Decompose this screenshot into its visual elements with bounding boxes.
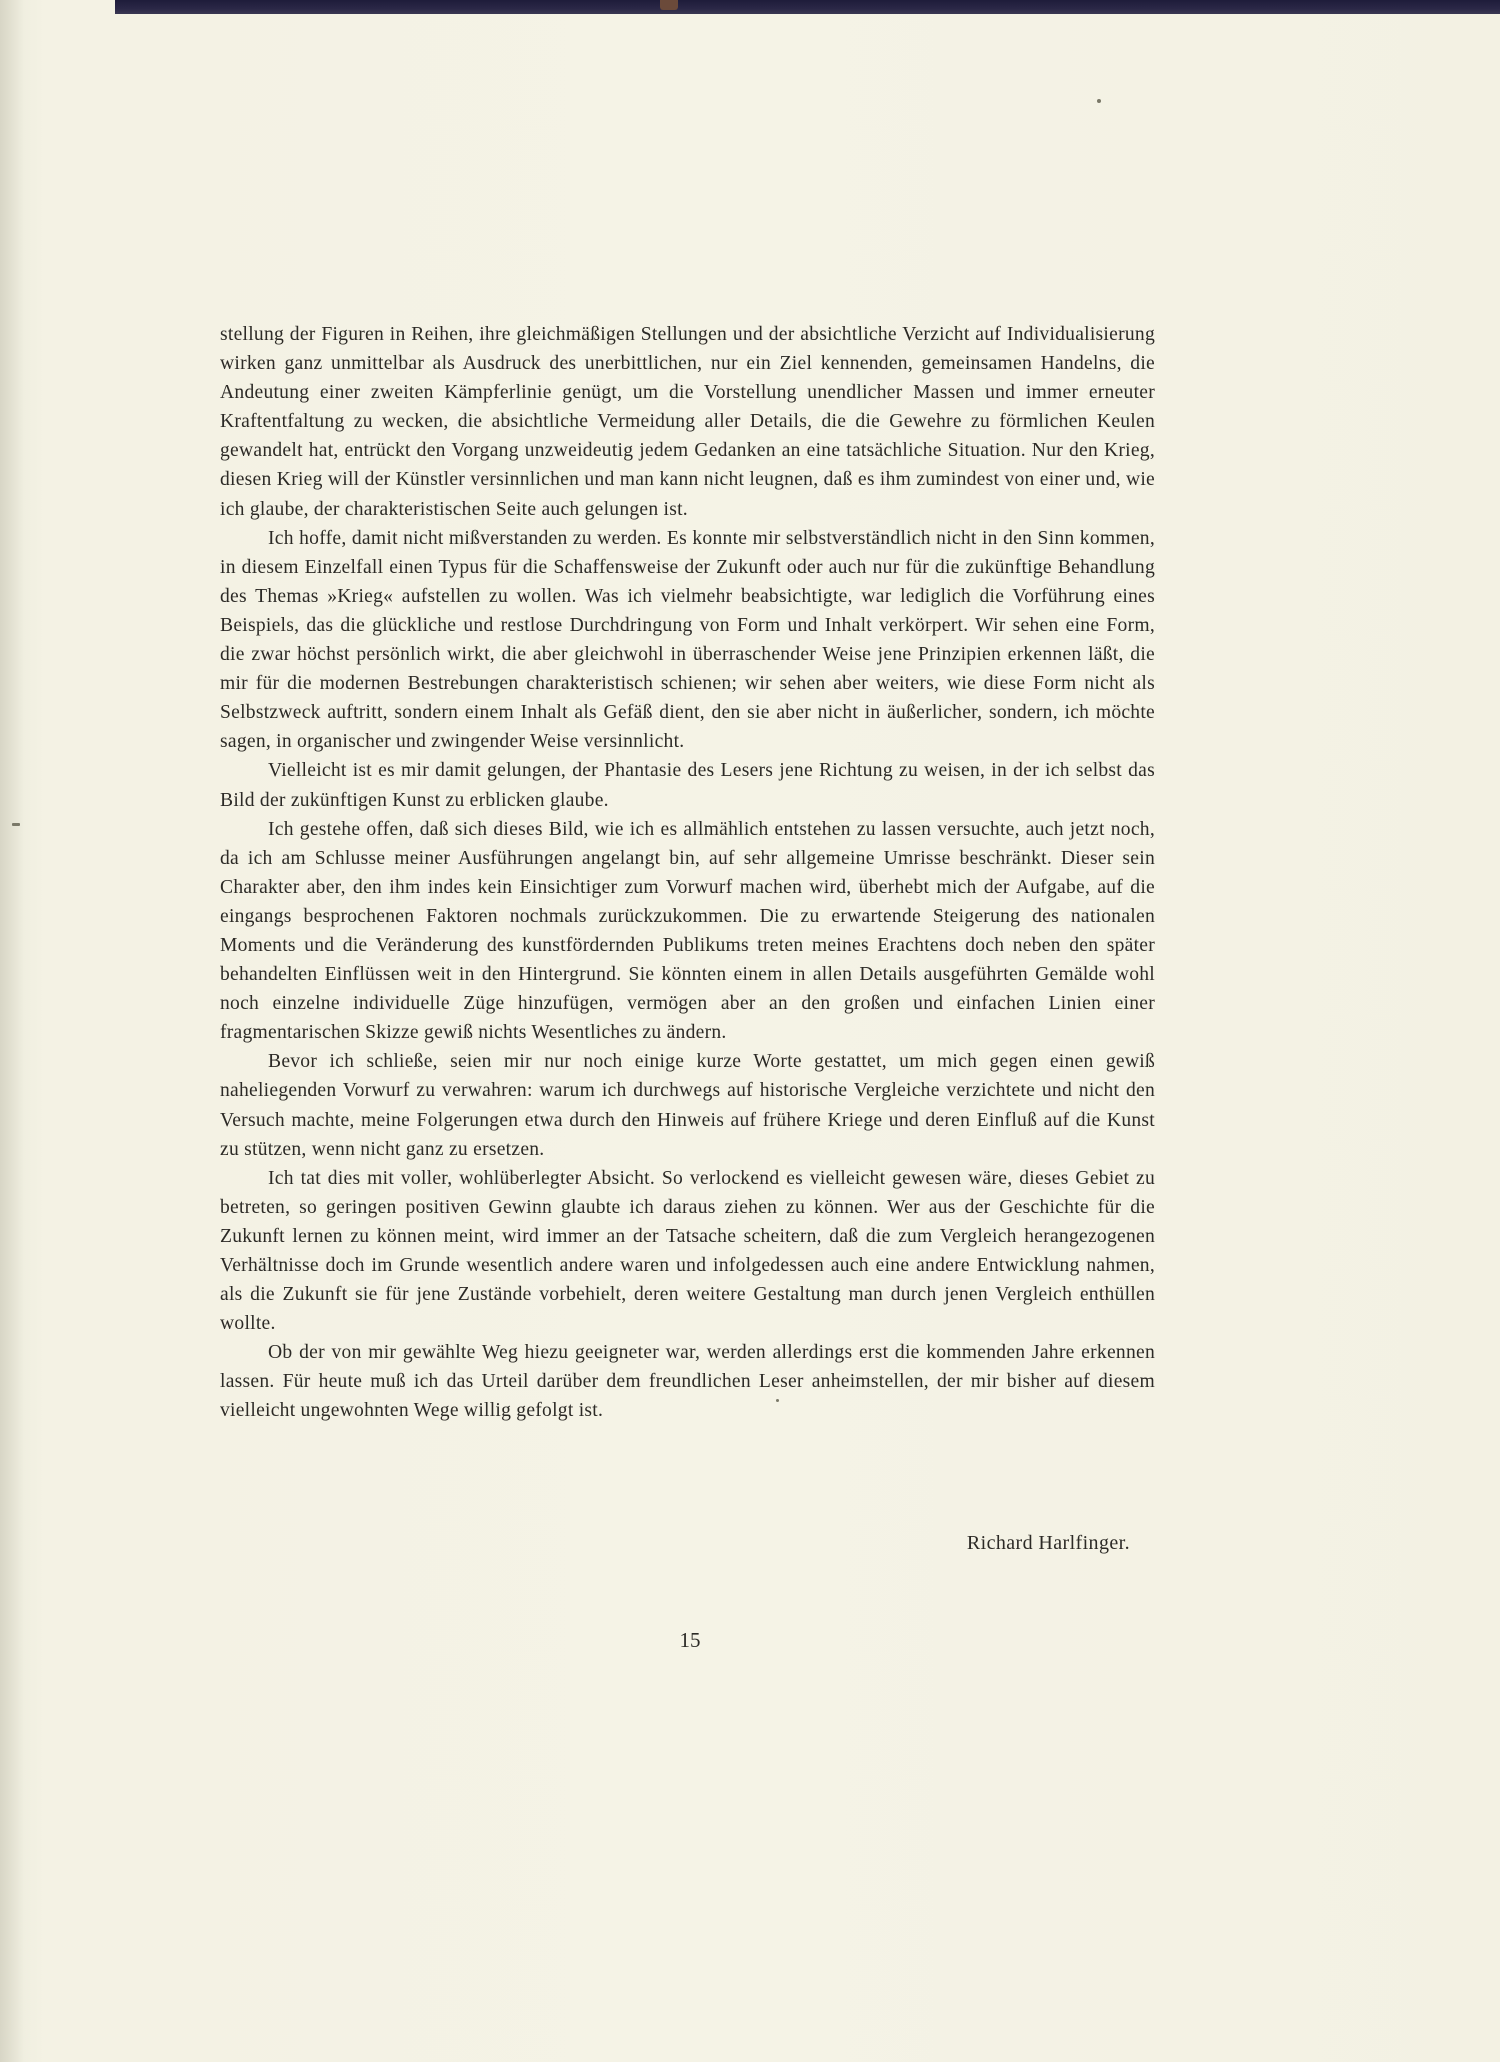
paragraph: stellung der Figuren in Reihen, ihre gleichmäßigen Stellungen und der absichtliche Verzicht auf Individualisierung wirken ganz unmittelbar als Ausdruck des unerbittlichen, nur ein Ziel kennenden, gemeinsamen Handelns, die Andeutung einer zweiten Kämpferlinie genügt, um die Vorstellung unendlicher Massen und immer erneuter Kraftentfaltung zu wecken, die absichtliche Vermeidung aller Details, die die Gewehre zu förmlichen Keulen gewandelt hat, entrückt den Vorgang unzweideutig jedem Gedanken an eine tatsächliche Situation. Nur den Krieg, diesen Krieg will der Künstler versinnlichen und man kann nicht leugnen, daß es ihm zumindest von einer und, wie ich glaube, der charakteristischen Seite auch gelungen ist. bbox=[220, 324, 1155, 520]
page-number: 15 bbox=[679, 1628, 701, 1652]
paragraph: Ob der von mir gewählte Weg hiezu geeigneter war, werden allerdings erst die kommenden Jahre erkennen lassen. Für heute muß ich das Urteil darüber dem freundlichen Leser anheimstellen, der mir bisher auf diesem vielleicht ungewohnten Wege willig gefolgt ist. bbox=[220, 1342, 1155, 1422]
book-cover-edge bbox=[115, 0, 1500, 14]
body-text bbox=[220, 320, 1155, 1426]
paper-speck bbox=[1097, 99, 1101, 103]
paragraph: Ich tat dies mit voller, wohlüberlegter Absicht. So verlockend es vielleicht gewesen wäre, dieses Gebiet zu betreten, so geringen positiven Gewinn glaubte ich daraus ziehen zu können. Wer aus der Geschichte für die Zukunft lernen zu können meint, wird immer an der Tatsache scheitern, daß die zum Vergleich herangezogenen Verhältnisse doch im Grunde wesentlich andere waren und infolgedessen auch eine andere Entwicklung nahmen, als die Zukunft sie für jene Zustände vorbehielt, deren weitere Gestaltung man durch jenen Vergleich enthüllen wollte. bbox=[220, 1167, 1155, 1335]
bookmark-ribbon bbox=[660, 0, 678, 10]
paragraph: Ich hoffe, damit nicht mißverstanden zu werden. Es konnte mir selbstverständlich nicht in den Sinn kommen, in diesem Einzelfall einen Typus für die Schaffensweise der Zukunft oder auch nur für die zukünftige Behandlung des Themas »Krieg« aufstellen zu wollen. Was ich vielmehr beabsichtigte, war lediglich die Vorführung eines Beispiels, das die glückliche und restlose Durchdringung von Form und Inhalt verkörpert. Wir sehen eine Form, die zwar höchst persönlich wirkt, die aber gleichwohl in überraschender Weise jene Prinzipien erkennen läßt, die mir für die modernen Bestrebungen charakteristisch schienen; wir sehen aber weiters, wie diese Form nicht als Selbstzweck auftritt, sondern einem Inhalt als Gefäß dient, den sie aber nicht in äußerlicher, sondern, ich möchte sagen, in organischer und zwingender Weise versinnlicht. bbox=[220, 527, 1155, 753]
paragraph: Ich gestehe offen, daß sich dieses Bild, wie ich es allmählich entstehen zu lassen versuchte, auch jetzt noch, da ich am Schlusse meiner Ausführungen angelangt bin, auf sehr allgemeine Umrisse beschränkt. Dieser sein Charakter aber, den ihm indes kein Einsichtiger zum Vorwurf machen wird, überhebt mich der Aufgabe, auf die eingangs besprochenen Faktoren nochmals zurückzukommen. Die zu erwartende Steigerung des nationalen Moments und die Veränderung des kunstfördernden Publikums treten meines Erachtens doch neben den später behandelten Einflüssen weit in den Hintergrund. Sie könnten einem in allen Details ausgeführten Gemälde wohl noch einzelne individuelle Züge hinzufügen, vermögen aber an den großen und einfachen Linien einer fragmentarischen Skizze gewiß nichts Wesentliches zu ändern. bbox=[220, 818, 1155, 1044]
paragraph: Bevor ich schließe, seien mir nur noch einige kurze Worte gestattet, um mich gegen einen gewiß naheliegenden Vorwurf zu verwahren: warum ich durchwegs auf historische Vergleiche verzichtete und nicht den Versuch machte, meine Folgerungen etwa durch den Hinweis auf frühere Kriege und deren Einfluß auf die Kunst zu stützen, wenn nicht ganz zu ersetzen. bbox=[220, 1051, 1155, 1160]
page-gutter-shadow bbox=[0, 0, 24, 2062]
paragraph: Vielleicht ist es mir damit gelungen, der Phantasie des Lesers jene Richtung zu weisen, in der ich selbst das Bild der zukünftigen Kunst zu erblicken glaube. bbox=[220, 760, 1155, 811]
paper-speck bbox=[12, 823, 20, 826]
author-signature: Richard Harlfinger. bbox=[966, 1532, 1130, 1554]
